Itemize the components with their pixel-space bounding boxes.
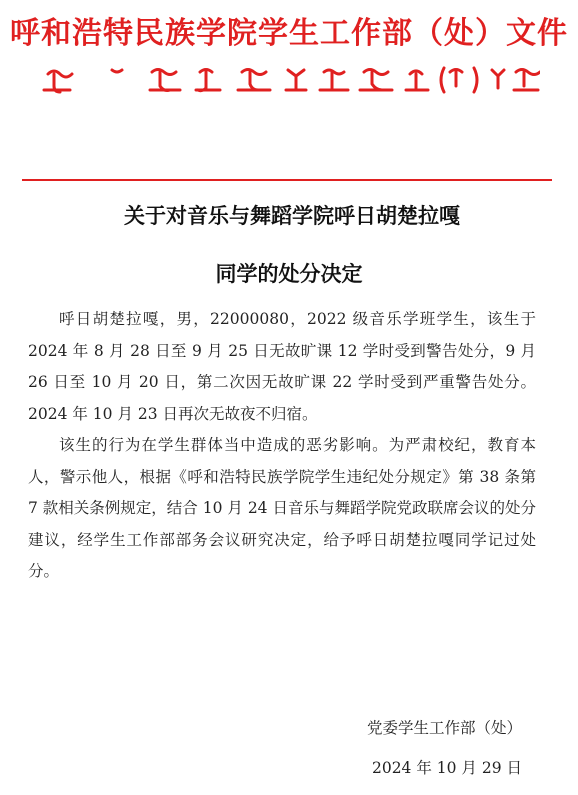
signature-office: 党委学生工作部（处） [366, 719, 522, 737]
document-title-line-1: 关于对音乐与舞蹈学院呼日胡楚拉嘎 [124, 203, 460, 228]
letterhead-title: 呼和浩特民族学院学生工作部（处）文件 [10, 16, 568, 51]
letterhead-red-divider [22, 179, 552, 181]
body-paragraph-1: 呼日胡楚拉嘎，男，22000080，2022 级音乐学班学生，该生于 2024 年 8 月 28 日至 9 月 25 日无故旷课 12 学时受到警告处分，9 月 26 日至 10 月 20 日，第二次因无故旷课 22 学时受到严重警告处分。2024 年 10 月 23 日再次无故夜不归宿。 [28, 310, 536, 423]
document-body [28, 304, 536, 588]
signature-date: 2024 年 10 月 29 日 [371, 759, 522, 777]
body-paragraph-2: 该生的行为在学生群体当中造成的恶劣影响。为严肃校纪，教育本人，警示他人，根据《呼和浩特民族学院学生违纪处分规定》第 38 条第 7 款相关条例规定，结合 10 月 24 日音乐与舞蹈学院党政联席会议的处分建议，经学生工作部部务会议研究决定，给予呼日胡楚拉嘎同学记过处分。 [28, 436, 536, 580]
mongolian-script-graphic [40, 60, 540, 100]
document-title-line-2: 同学的处分决定 [215, 261, 363, 286]
letterhead-mongolian-script [40, 60, 540, 100]
